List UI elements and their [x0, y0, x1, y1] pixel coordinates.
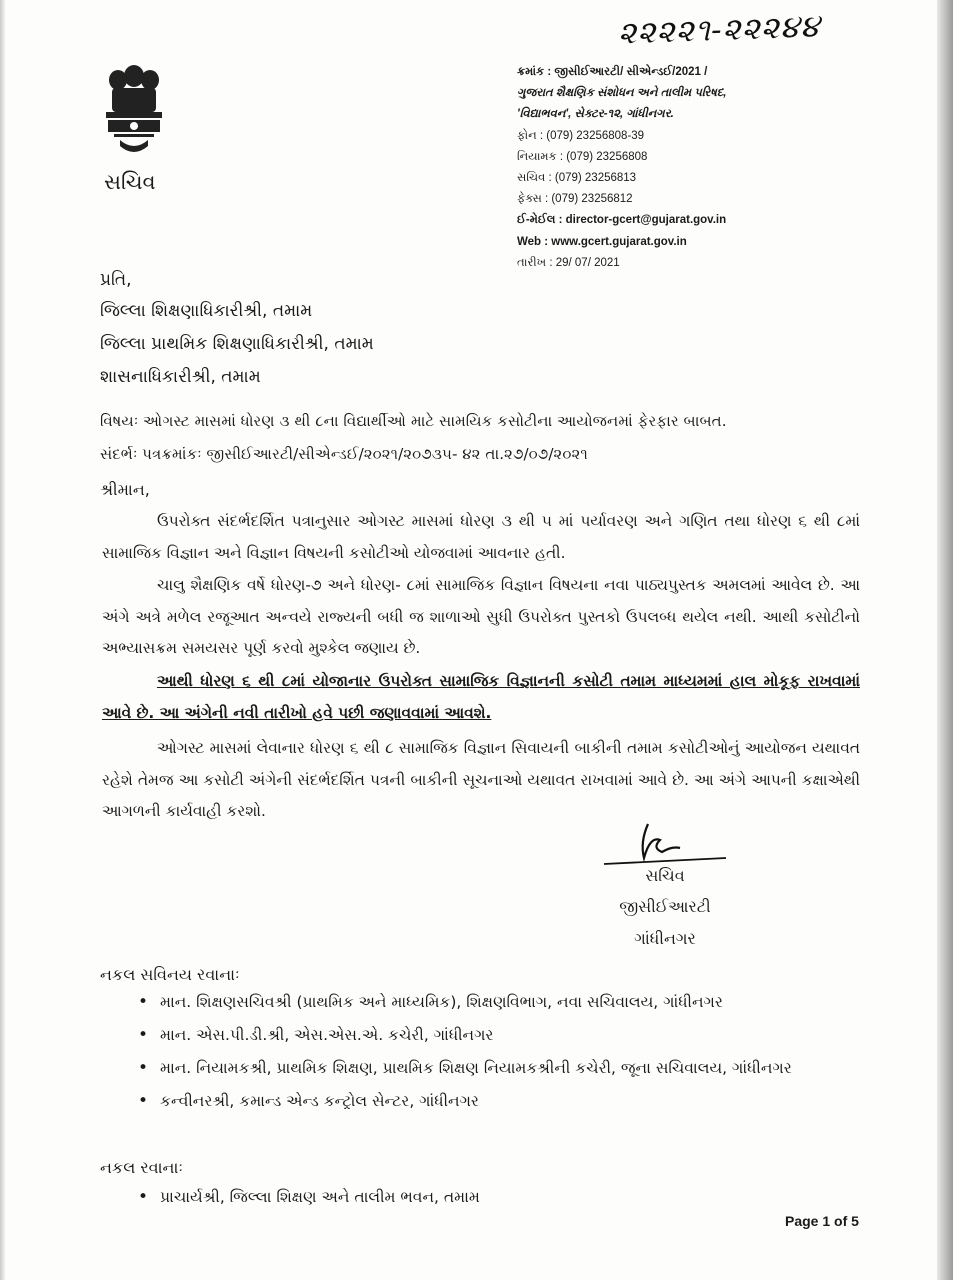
- list-item: • માન. નિયામકશ્રી, પ્રાથમિક શિક્ષણ, પ્રાથમિક શિક્ષણ નિયામકશ્રીની કચેરી, જૂના સચિવાલય, ગાંધીનગર: [138, 1052, 868, 1085]
- scan-edge-right: [937, 0, 953, 1280]
- addressee-line: શાસનાધિકારીશ્રી, તમામ: [100, 367, 261, 387]
- signature-city: ગાંધીનગર: [634, 929, 696, 948]
- copies-with-respect-list: [138, 986, 868, 1118]
- phone-director: નિયામક : (079) 23256808: [517, 150, 648, 163]
- handwritten-inward-number: ૨૨૨૨૧-૨૨૨૪૪: [617, 8, 822, 52]
- subject-line: વિષયઃ ઓગસ્ટ માસમાં ધોરણ ૩ થી ૮ના વિદ્યાર્થીઓ માટે સામયિક કસોટીના આયોજનમાં ફેરફાર બાબત.: [100, 412, 727, 430]
- org-name: ગુજરાત શૈક્ષણિક સંશોધન અને તાલીમ પરિષદ,: [517, 87, 727, 100]
- copies-heading: નકલ રવાનાઃ: [100, 1158, 183, 1177]
- signature-title: સચિવ: [645, 866, 685, 885]
- signature-org: જીસીઈઆરટી: [619, 897, 711, 916]
- fax: ફેક્સ : (079) 23256812: [517, 193, 633, 206]
- reference-line: સંદર્ભઃ પત્રક્રમાંકઃ જીસીઈઆરટી/સીએન્ડઈ/૨૦૨૧/૨૦૭૩૫- ૪૨ તા.૨૭/૦૭/૨૦૨૧: [100, 445, 588, 463]
- body-paragraph-1: ઉપરોક્ત સંદર્ભદર્શિત પત્રાનુસાર ઓગસ્ટ માસમાં ધોરણ ૩ થી ૫ માં પર્યાવરણ અને ગણિત તથા ધોરણ ૬ થી ૮માં સામાજિક વિજ્ઞાન અને વિજ્ઞાન વિષયની કસોટીઓ યોજવામાં આવનાર હતી.: [102, 512, 860, 562]
- email: ઈ-મેઈલ : director-gcert@gujarat.gov.in: [517, 214, 727, 227]
- body-paragraph-2: ચાલુ શૈક્ષણિક વર્ષે ધોરણ-૭ અને ધોરણ- ૮માં સામાજિક વિજ્ઞાન વિષયના નવા પાઠ્યપુસ્તક અમલમાં આવેલ છે. આ અંગે અત્રે મળેલ રજૂઆત અન્વયે રાજ્યની બધી જ શાળાઓ સુધી ઉપરોક્ત પુસ્તકો ઉપલબ્ધ થયેલ નથી. આથી કસોટીનો અભ્યાસક્રમ સમયસર પૂર્ણ કરવો મુશ્કેલ જણાય છે.: [102, 576, 860, 657]
- salutation: શ્રીમાન,: [100, 480, 150, 499]
- page-number: Page 1 of 5: [785, 1213, 859, 1229]
- letter-number: ક્રમાંક : જીસીઈઆરટી/ સીએન્ડઈ/2021 /: [517, 66, 708, 78]
- copies-with-respect-heading: નકલ સવિનય રવાનાઃ: [100, 965, 240, 984]
- org-address: 'વિદ્યાભવન', સેક્ટર-૧૨, ગાંધીનગર.: [517, 108, 674, 121]
- body-paragraph-3-highlight: આથી ધોરણ ૬ થી ૮માં યોજાનાર ઉપરોક્ત સામાજિક વિજ્ઞાનની કસોટી તમામ માધ્યમમાં હાલ મોકૂફ રાખવામાં આવે છે. આ અંગેની નવી તારીખો હવે પછી જણાવવામાં આવશે.: [102, 672, 860, 722]
- list-item: • પ્રાચાર્યશ્રી, જિલ્લા શિક્ષણ અને તાલીમ ભવન, તમામ: [138, 1181, 868, 1214]
- state-emblem-icon: [98, 62, 170, 160]
- list-item: • કન્વીનરશ્રી, કમાન્ડ એન્ડ કન્ટ્રોલ સેન્ટર, ગાંધીનગર: [138, 1085, 868, 1118]
- addressee-line: જિલ્લા શિક્ષણાધિકારીશ્રી, તમામ: [100, 301, 313, 321]
- emblem-caption: સચિવ: [104, 170, 156, 194]
- phone-secretary: સચિવ : (079) 23256813: [517, 172, 637, 185]
- addressee-prati: પ્રતિ,: [100, 270, 132, 290]
- scan-edge-left: [0, 0, 6, 1280]
- phone: ફોન : (079) 23256808-39: [517, 129, 645, 142]
- contact-block: [517, 62, 726, 274]
- website: Web : www.gcert.gujarat.gov.in: [517, 235, 687, 248]
- list-item: • માન. શિક્ષણસચિવશ્રી (પ્રાથમિક અને માધ્યમિક), શિક્ષણવિભાગ, નવા સચિવાલય, ગાંધીનગર: [138, 986, 868, 1019]
- copies-list: [138, 1181, 868, 1214]
- letter-date: તારીખ : 29/ 07/ 2021: [517, 256, 620, 269]
- list-item: • માન. એસ.પી.ડી.શ્રી, એસ.એસ.એ. કચેરી, ગાંધીનગર: [138, 1019, 868, 1052]
- addressee-line: જિલ્લા પ્રાથમિક શિક્ષણાધિકારીશ્રી, તમામ: [100, 334, 374, 354]
- body-paragraph-4: ઓગસ્ટ માસમાં લેવાનાર ધોરણ ૬ થી ૮ સામાજિક વિજ્ઞાન સિવાયની બાકીની તમામ કસોટીઓનું આયોજન યથાવત રહેશે તેમજ આ કસોટી અંગેની સંદર્ભદર્શિત પત્રની બાકીની સૂચનાઓ યથાવત રાખવામાં આવે છે. આ અંગે આપની કક્ષાએથી આગળની કાર્યવાહી કરશો.: [102, 739, 860, 820]
